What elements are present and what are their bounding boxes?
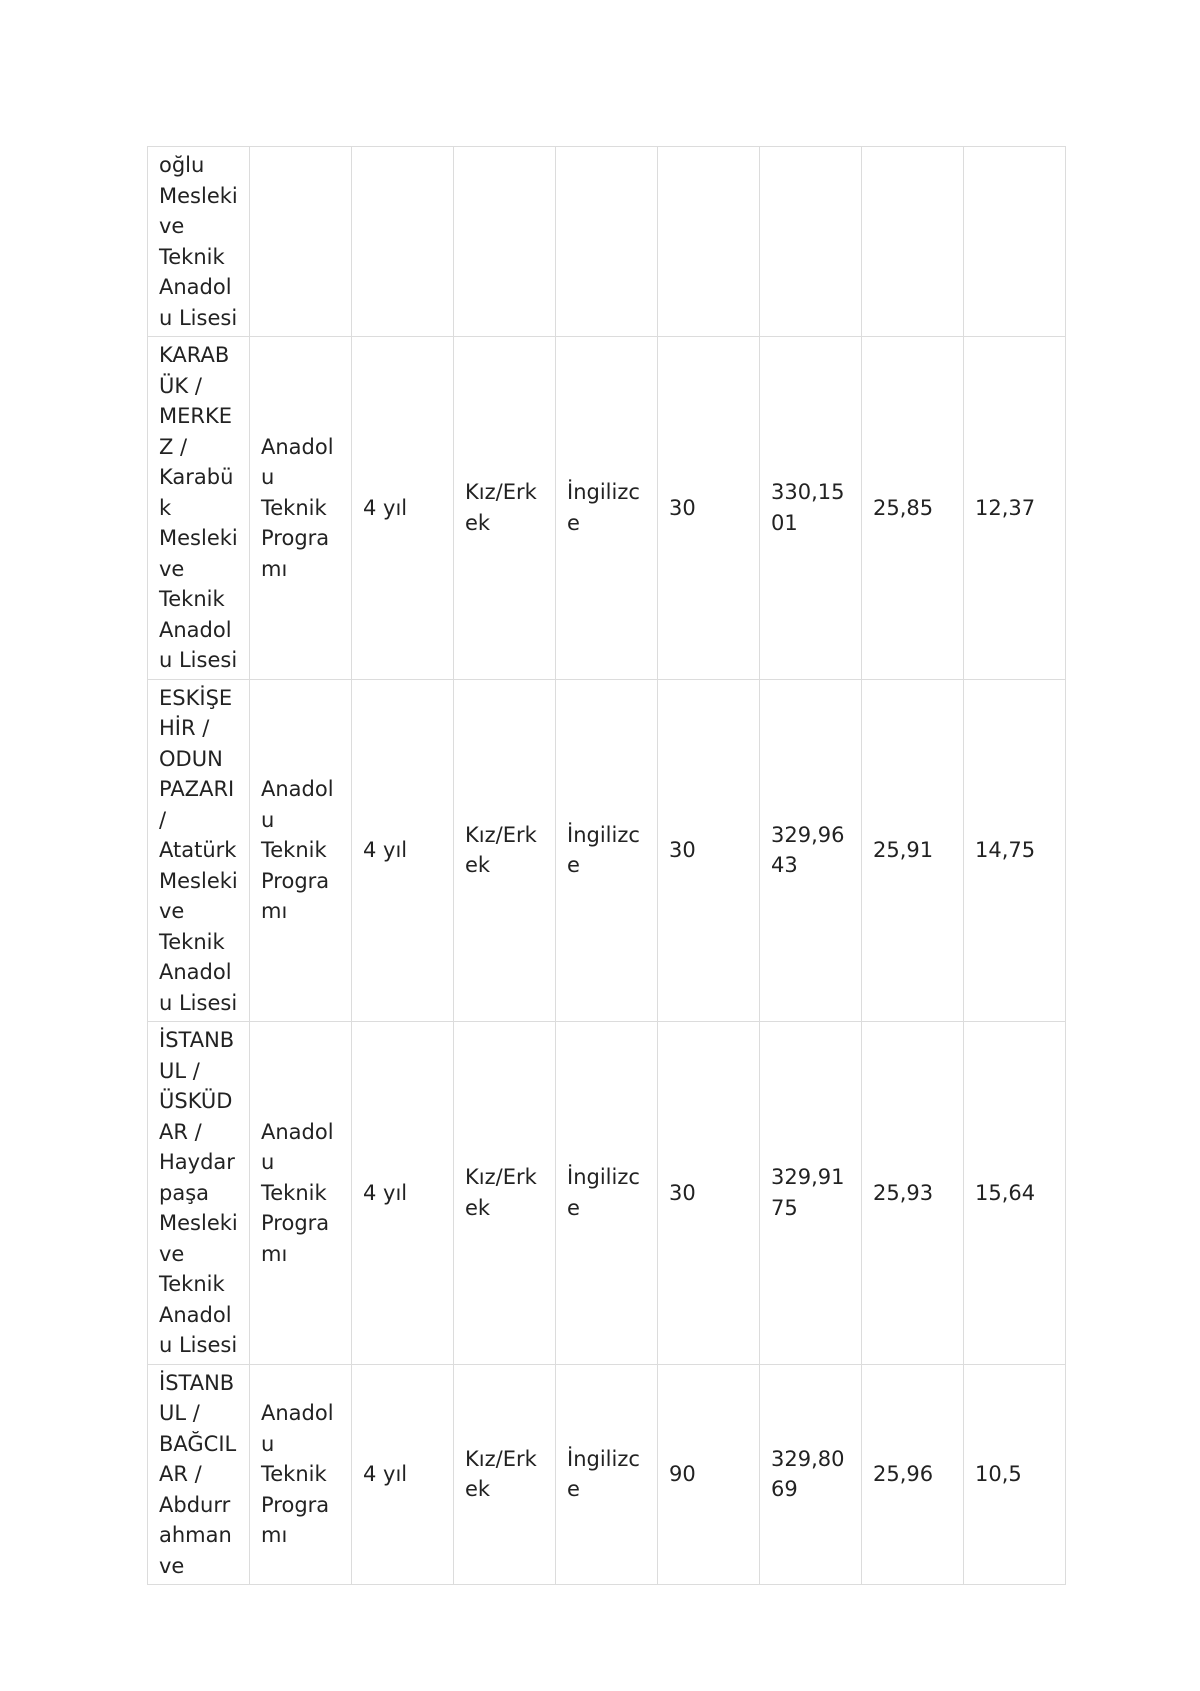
table-row xyxy=(148,1022,1066,1365)
col9-cell xyxy=(964,1022,1066,1365)
table-row xyxy=(148,1364,1066,1585)
duration-value: 4 yıl xyxy=(363,1180,408,1205)
duration-cell xyxy=(352,1364,454,1585)
language-cell xyxy=(556,147,658,337)
duration-cell xyxy=(352,147,454,337)
program-cell xyxy=(250,1022,352,1365)
duration-value: 4 yıl xyxy=(363,1462,408,1486)
duration-cell xyxy=(352,679,454,1022)
table-row xyxy=(148,337,1066,680)
language-cell xyxy=(556,679,658,1022)
language-cell xyxy=(556,337,658,680)
duration-cell xyxy=(352,1022,454,1365)
duration-value: 4 yıl xyxy=(363,495,408,520)
score-cell xyxy=(760,679,862,1022)
col9-value: 12,37 xyxy=(975,495,1036,520)
quota-cell xyxy=(658,1022,760,1365)
col8-cell xyxy=(862,679,964,1022)
program-cell xyxy=(250,679,352,1022)
quota-cell xyxy=(658,147,760,337)
gender-value: Kız/Erk ek xyxy=(465,1446,537,1502)
program-name: Anadol u Teknik Progra mı xyxy=(261,777,334,923)
gender-cell xyxy=(454,1022,556,1365)
col8-cell xyxy=(862,1364,964,1585)
duration-cell xyxy=(352,337,454,680)
col8-cell xyxy=(862,337,964,680)
col8-cell xyxy=(862,147,964,337)
col9-cell xyxy=(964,679,1066,1022)
score-cell xyxy=(760,1022,862,1365)
gender-cell xyxy=(454,1364,556,1585)
school-cell xyxy=(148,1022,250,1365)
quota-value: 30 xyxy=(669,838,696,862)
school-cell xyxy=(148,1364,250,1585)
gender-value: Kız/Erk ek xyxy=(465,480,537,535)
score-value: 329,80 69 xyxy=(771,1446,845,1502)
gender-cell xyxy=(454,147,556,337)
quota-value: 90 xyxy=(669,1462,696,1486)
program-name: Anadol u Teknik Progra mı xyxy=(261,434,334,581)
language-value: İngilizc e xyxy=(567,1446,640,1502)
col9-value: 14,75 xyxy=(975,838,1036,862)
program-cell xyxy=(250,1364,352,1585)
quota-value: 30 xyxy=(669,1180,696,1205)
language-cell xyxy=(556,1022,658,1365)
col9-cell xyxy=(964,1364,1066,1585)
school-name: İSTANB UL / BAĞCIL AR / Abdurr ahman ve xyxy=(159,1370,237,1578)
quota-value: 30 xyxy=(669,495,696,520)
school-name: KARAB ÜK / MERKE Z / Karabü k Mesleki ve Teknik Anadol u Lisesi xyxy=(159,343,238,672)
school-cell xyxy=(148,679,250,1022)
gender-value: Kız/Erk ek xyxy=(465,822,537,878)
col9-value: 10,5 xyxy=(975,1462,1022,1486)
gender-cell xyxy=(454,679,556,1022)
col8-value: 25,96 xyxy=(873,1462,934,1486)
table-row xyxy=(148,679,1066,1022)
col8-cell xyxy=(862,1022,964,1365)
school-name: oğlu Mesleki ve Teknik Anadol u Lisesi xyxy=(159,153,238,330)
school-name: İSTANB UL / ÜSKÜD AR / Haydar paşa Mesleki ve Teknik Anadol u Lisesi xyxy=(159,1028,238,1357)
table-row xyxy=(148,147,1066,337)
score-cell xyxy=(760,147,862,337)
col9-cell xyxy=(964,337,1066,680)
col9-cell xyxy=(964,147,1066,337)
school-cell xyxy=(148,337,250,680)
score-value: 329,91 75 xyxy=(771,1165,845,1220)
language-value: İngilizc e xyxy=(567,822,640,878)
quota-cell xyxy=(658,1364,760,1585)
program-name: Anadol u Teknik Progra mı xyxy=(261,1401,334,1547)
col8-value: 25,93 xyxy=(873,1180,934,1205)
gender-cell xyxy=(454,337,556,680)
school-table xyxy=(147,146,1066,1585)
col8-value: 25,85 xyxy=(873,495,934,520)
score-value: 330,15 01 xyxy=(771,480,845,535)
col9-value: 15,64 xyxy=(975,1180,1036,1205)
program-cell xyxy=(250,147,352,337)
language-value: İngilizc e xyxy=(567,1165,640,1220)
duration-value: 4 yıl xyxy=(363,838,408,862)
score-cell xyxy=(760,1364,862,1585)
col8-value: 25,91 xyxy=(873,838,934,862)
gender-value: Kız/Erk ek xyxy=(465,1165,537,1220)
school-cell xyxy=(148,147,250,337)
score-value: 329,96 43 xyxy=(771,822,845,878)
school-name: ESKİŞE HİR / ODUN PAZARI / Atatürk Mesleki ve Teknik Anadol u Lisesi xyxy=(159,685,238,1015)
language-value: İngilizc e xyxy=(567,480,640,535)
score-cell xyxy=(760,337,862,680)
quota-cell xyxy=(658,337,760,680)
program-cell xyxy=(250,337,352,680)
quota-cell xyxy=(658,679,760,1022)
language-cell xyxy=(556,1364,658,1585)
program-name: Anadol u Teknik Progra mı xyxy=(261,1119,334,1266)
